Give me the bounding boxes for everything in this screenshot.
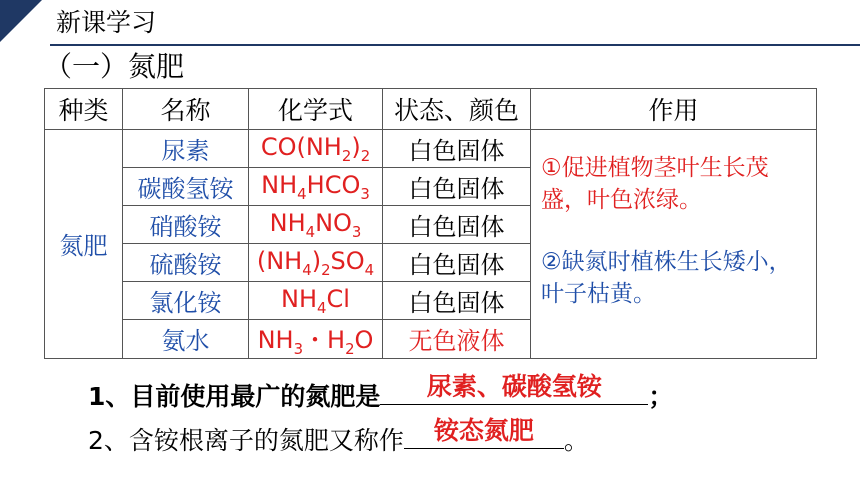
answer-blank-1 [380, 372, 648, 405]
formula-cell: $NH_4Cl$ [249, 282, 383, 320]
state-cell: 无色液体 [383, 320, 531, 359]
formula-cell: $CO(NH_2)_2$ [249, 130, 383, 168]
formula-cell: $NH_3$・$H_2O$ [249, 320, 383, 359]
header-cell-formula: 化学式 [249, 89, 383, 130]
name-cell: 尿素 [123, 130, 249, 168]
name-cell: 氨水 [123, 320, 249, 359]
use-text-2: ②缺氮时植株生长矮小，叶子枯黄。 [541, 249, 792, 307]
use-text-1: ①促进植物茎叶生长茂盛，叶色浓绿。 [541, 155, 769, 213]
table-header-row [45, 89, 817, 130]
header-title: 新课学习 [56, 8, 157, 37]
name-cell: 碳酸氢铵 [123, 168, 249, 206]
state-cell: 白色固体 [383, 244, 531, 282]
answer-1: 尿素、碳酸氢铵 [426, 372, 602, 401]
fertilizer-table [44, 88, 817, 359]
state-cell: 白色固体 [383, 130, 531, 168]
question-2-text: 2、含铵根离子的氮肥又称作 [88, 426, 404, 455]
section-title: （一）氮肥 [44, 50, 185, 83]
header-cell-state: 状态、颜色 [383, 89, 531, 130]
answer-2: 铵态氮肥 [433, 416, 534, 445]
formula-cell: $(NH_4)_2SO_4$ [249, 244, 383, 282]
table-row [45, 130, 817, 168]
header-cell-type: 种类 [45, 89, 123, 130]
question-1 [88, 372, 674, 413]
name-cell: 硫酸铵 [123, 244, 249, 282]
name-cell: 氯化铵 [123, 282, 249, 320]
formula-cell: $NH_4HCO_3$ [249, 168, 383, 206]
category-cell: 氮肥 [45, 130, 123, 359]
question-1-text: 1、目前使用最广的氮肥是 [88, 382, 381, 411]
answer-blank-2 [404, 416, 564, 449]
header-cell-use: 作用 [531, 89, 817, 130]
use-cell [531, 130, 817, 359]
header-corner-triangle [0, 0, 42, 42]
state-cell: 白色固体 [383, 282, 531, 320]
header-divider [50, 44, 860, 46]
name-cell: 硝酸铵 [123, 206, 249, 244]
question-1-end: ； [648, 382, 674, 411]
state-cell: 白色固体 [383, 206, 531, 244]
question-2 [88, 416, 589, 457]
formula-cell: $NH_4NO_3$ [249, 206, 383, 244]
header-cell-name: 名称 [123, 89, 249, 130]
question-2-end: 。 [563, 426, 589, 455]
state-cell: 白色固体 [383, 168, 531, 206]
